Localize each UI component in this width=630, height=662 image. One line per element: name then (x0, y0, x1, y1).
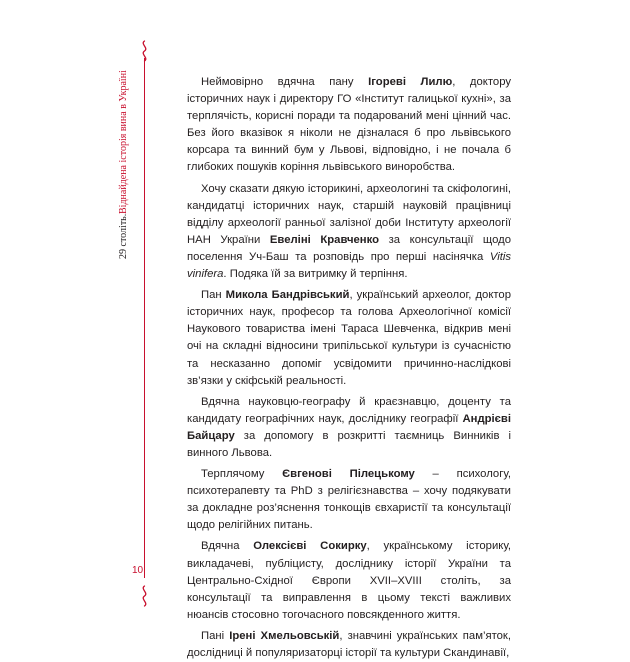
name-highlight: Микола Бандрівський (225, 289, 350, 302)
paragraph-3: Пан Микола Бандрівський, український археолог, доктор історичних наук, професор та голова Археологічної комісії Наукового товариства імені Тараса Шевченка, відкрив мені очі на складні відносини трипільської культури із сучасністю та несказанно допоміг усвідомити причинно-наслідкові зв’язки у скіфській реальності. (187, 289, 512, 387)
paragraph-5: Терплячому Євгенові Пілецькому – психологу, психотерапевту та PhD з релігієзнавства – хочу подякувати за докладне роз’яснення тонкощів євхаристії та консультації щодо релігійних питань. (187, 468, 511, 532)
name-highlight: Олексієві Сокирку (253, 540, 367, 553)
running-head (118, 70, 142, 270)
paragraph-7: Пані Ірені Хмельовській, знавчині українських пам’яток, дослідниці й популяризаторці історії та культури Скандинавії, (187, 629, 512, 659)
name-highlight: Ірені Хмельовській (229, 629, 340, 642)
ornament-bottom-icon (138, 585, 151, 607)
paragraph-2: Хочу сказати дякую історикині, археологині та скіфологині, кандидатці історичних наук, старшій науковій працівниці відділу археології ранньої залізної доби Інституту археології НАН України Евеліні Кравченко за консультації щодо поселення Уч-Баш та розповідь про перші насінячка Vitis vinifera. Подяка їй за витримку й терпіння. (187, 182, 511, 281)
paragraph-6: Вдячна Олексієві Сокирку, українському історику, викладачеві, публіцисту, досліднику історії України та Центрально-Східної Європи XVII–XVIII століть, за консультації та виправлення в цьому тексті важливих нюансів стосовно тогочасного повсякденного життя. (187, 540, 511, 621)
name-highlight: Евеліні Кравченко (269, 233, 380, 246)
page-number: 10 (132, 565, 144, 576)
ornament-top-icon (138, 40, 151, 62)
name-highlight: Ігореві Лилю (368, 76, 453, 88)
body-text (187, 74, 511, 662)
running-head-line2: Віднайдена історія вина в Україні (118, 70, 129, 214)
paragraph-4: Вдячна науковцю-географу й краєзнавцю, доценту та кандидату географічних наук, досліднику географії Андрієві Байцару за допомогу в розкритті таємниць Винників і винного Львова. (187, 395, 511, 459)
paragraph-1: Неймовірно вдячна пану Ігореві Лилю, доктору історичних наук і директору ГО «Інститут галицької кухні», за терплячість, корисні поради та подарований мені цінний час. Без його вказівок я ніколи не дізналася б про львівського корсара та винний бум у Львові, відповідно, і не почала б глибоких пошуків коріння львівського виноробства. (187, 76, 511, 174)
latin-term: Vitis vinifera (187, 250, 511, 281)
name-highlight: Андрієві Байцару (187, 412, 511, 442)
name-highlight: Євгенові Пілецькому (282, 468, 415, 481)
margin-rule (144, 58, 145, 578)
running-head-line1: 29 століть. (118, 213, 129, 260)
